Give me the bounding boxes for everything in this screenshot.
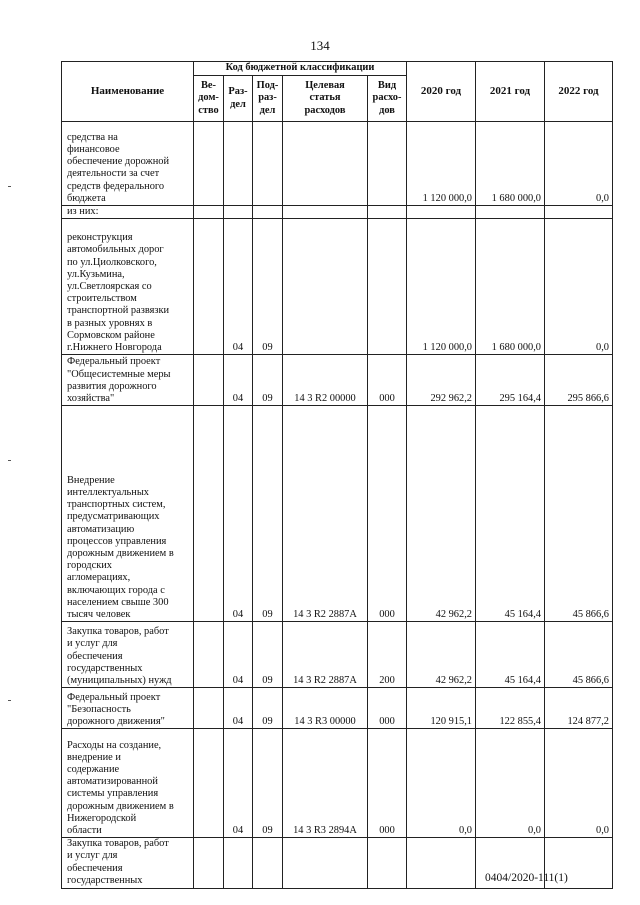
header-vr: Вид расхо- дов <box>368 76 407 122</box>
expense-type: 000 <box>368 729 407 838</box>
expense-type: 000 <box>368 355 407 406</box>
table-row <box>62 688 613 729</box>
amount-2022: 295 866,6 <box>545 355 613 406</box>
amount-2022: 0,0 <box>545 122 613 206</box>
ved-code <box>194 122 224 206</box>
amount-2020: 292 962,2 <box>407 355 476 406</box>
row-name: реконструкция автомобильных дорог по ул.Циолковского, ул.Кузьмина, ул.Светлоярская со строительством транспортной развязки в разных уровнях в Сормовском районе г.Нижнего Новгорода <box>62 219 194 355</box>
razdel-code <box>224 206 253 219</box>
row-name: Внедрение интеллектуальных транспортных систем, предусматривающих автоматизацию процессов управления дорожным движением в городских агломерациях, включающих города с населением свыше 300 тысяч человек <box>62 406 194 622</box>
amount-2022: 45 866,6 <box>545 622 613 688</box>
target-article: 14 3 R3 00000 <box>283 688 368 729</box>
amount-2021: 0,0 <box>476 729 545 838</box>
ved-code <box>194 838 224 889</box>
header-name: Наименование <box>62 62 194 122</box>
expense-type: 000 <box>368 688 407 729</box>
podrazdel-code: 09 <box>253 729 283 838</box>
razdel-code <box>224 838 253 889</box>
ved-code <box>194 688 224 729</box>
amount-2020: 1 120 000,0 <box>407 122 476 206</box>
amount-2021: 1 680 000,0 <box>476 122 545 206</box>
amount-2022: 45 866,6 <box>545 406 613 622</box>
amount-2022: 124 877,2 <box>545 688 613 729</box>
table-row <box>62 219 613 355</box>
target-article: 14 3 R2 2887А <box>283 622 368 688</box>
expense-type <box>368 838 407 889</box>
table-row <box>62 355 613 406</box>
target-article <box>283 206 368 219</box>
expense-type <box>368 219 407 355</box>
target-article <box>283 122 368 206</box>
ved-code <box>194 355 224 406</box>
podrazdel-code: 09 <box>253 406 283 622</box>
expense-type <box>368 206 407 219</box>
razdel-code: 04 <box>224 355 253 406</box>
row-name: Федеральный проект "Безопасность дорожного движения" <box>62 688 194 729</box>
expense-type: 200 <box>368 622 407 688</box>
razdel-code: 04 <box>224 622 253 688</box>
amount-2021: 45 164,4 <box>476 406 545 622</box>
row-name: Федеральный проект "Общесистемные меры развития дорожного хозяйства" <box>62 355 194 406</box>
podrazdel-code: 09 <box>253 219 283 355</box>
razdel-code <box>224 122 253 206</box>
table-row <box>62 206 613 219</box>
header-budget-code: Код бюджетной классификации <box>194 62 407 76</box>
ved-code <box>194 622 224 688</box>
amount-2020 <box>407 206 476 219</box>
row-name: из них: <box>62 206 194 219</box>
ved-code <box>194 406 224 622</box>
row-name: Закупка товаров, работ и услуг для обеспечения государственных (муниципальных) нужд <box>62 622 194 688</box>
ved-code <box>194 729 224 838</box>
table-row <box>62 729 613 838</box>
razdel-code: 04 <box>224 406 253 622</box>
amount-2022 <box>545 206 613 219</box>
amount-2021: 122 855,4 <box>476 688 545 729</box>
table-row <box>62 122 613 206</box>
expense-type: 000 <box>368 406 407 622</box>
table-row <box>62 406 613 622</box>
target-article <box>283 219 368 355</box>
header-2020: 2020 год <box>407 62 476 122</box>
podrazdel-code: 09 <box>253 688 283 729</box>
header-razdel: Раз- дел <box>224 76 253 122</box>
header-2022: 2022 год <box>545 62 613 122</box>
header-podrazdel: Под- раз- дел <box>253 76 283 122</box>
page-number: 134 <box>310 38 330 53</box>
amount-2020: 42 962,2 <box>407 622 476 688</box>
podrazdel-code: 09 <box>253 355 283 406</box>
budget-table <box>61 61 613 889</box>
amount-2020: 1 120 000,0 <box>407 219 476 355</box>
header-2021: 2021 год <box>476 62 545 122</box>
razdel-code: 04 <box>224 219 253 355</box>
target-article: 14 3 R2 00000 <box>283 355 368 406</box>
table-row <box>62 622 613 688</box>
target-article: 14 3 R2 2887А <box>283 406 368 622</box>
amount-2022: 0,0 <box>545 729 613 838</box>
margin-mark <box>8 186 11 187</box>
header-ved: Ве- дом- ство <box>194 76 224 122</box>
ved-code <box>194 206 224 219</box>
podrazdel-code: 09 <box>253 622 283 688</box>
amount-2021 <box>476 206 545 219</box>
amount-2020: 42 962,2 <box>407 406 476 622</box>
header-csr: Целевая статья расходов <box>283 76 368 122</box>
amount-2020: 120 915,1 <box>407 688 476 729</box>
podrazdel-code <box>253 206 283 219</box>
target-article <box>283 838 368 889</box>
target-article: 14 3 R3 2894А <box>283 729 368 838</box>
razdel-code: 04 <box>224 729 253 838</box>
amount-2021: 295 164,4 <box>476 355 545 406</box>
document-code: 0404/2020-111(1) <box>485 872 568 884</box>
ved-code <box>194 219 224 355</box>
amount-2022: 0,0 <box>545 219 613 355</box>
amount-2020: 0,0 <box>407 729 476 838</box>
amount-2020 <box>407 838 476 889</box>
amount-2021: 45 164,4 <box>476 622 545 688</box>
row-name: Расходы на создание, внедрение и содержание автоматизированной системы управления дорожным движением в Нижегородской области <box>62 729 194 838</box>
row-name: Закупка товаров, работ и услуг для обеспечения государственных <box>62 838 194 889</box>
amount-2021: 1 680 000,0 <box>476 219 545 355</box>
podrazdel-code <box>253 122 283 206</box>
row-name: средства на финансовое обеспечение дорожной деятельности за счет средств федерального бюджета <box>62 122 194 206</box>
margin-mark <box>8 700 11 701</box>
expense-type <box>368 122 407 206</box>
razdel-code: 04 <box>224 688 253 729</box>
podrazdel-code <box>253 838 283 889</box>
margin-mark <box>8 460 11 461</box>
